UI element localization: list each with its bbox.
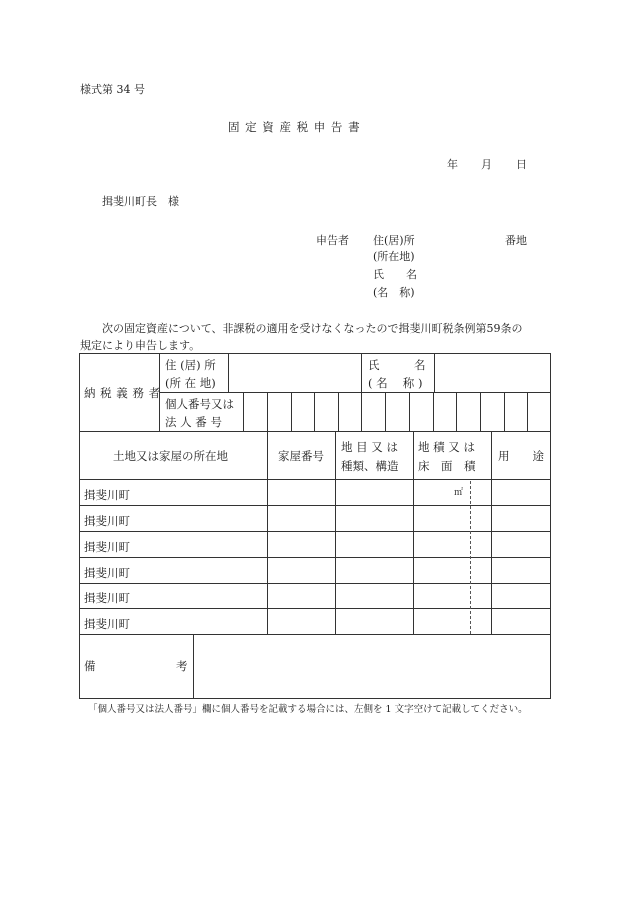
remarks-label-1: 備: [84, 659, 96, 673]
col-header-area-2: 床 面 積: [418, 459, 476, 473]
date-month: 月: [481, 158, 492, 171]
taxpayer-label: 納 税 義 務 者: [84, 386, 161, 400]
applicant-banchi: 番地: [505, 234, 527, 247]
col-header-area-1: 地 積 又 は: [418, 440, 475, 454]
intro-line-2: 規定により申告します。: [80, 339, 201, 352]
number-label-1: 個人番号又は: [165, 397, 234, 411]
intro-line-1: 次の固定資産について、非課税の適用を受けなくなったので揖斐川町税条例第59条の: [102, 322, 523, 335]
col-header-category-1: 地 目 又 は: [341, 440, 398, 454]
taxpayer-name-input[interactable]: [436, 355, 548, 391]
col-header-house-no: 家屋番号: [278, 449, 324, 463]
date-year: 年: [447, 158, 458, 171]
taxpayer-name-label: 氏 名: [368, 358, 426, 372]
area-unit: ㎡: [454, 488, 464, 498]
addressee: 揖斐川町長 様: [102, 195, 179, 208]
number-label-2: 法 人 番 号: [165, 415, 222, 429]
table-row-location: 揖斐川町: [84, 488, 130, 502]
date-day: 日: [516, 158, 527, 171]
footnote: 「個人番号又は法人番号」欄に個人番号を記載する場合には、左側を 1 文字空けて記載してください。: [88, 704, 528, 715]
taxpayer-name-sub: ( 名 称 ): [368, 376, 423, 390]
taxpayer-address-label: 住 (居) 所: [165, 358, 216, 372]
page-title: 固 定 資 産 税 申 告 書: [228, 120, 361, 134]
taxpayer-address-input[interactable]: [230, 357, 360, 391]
applicant-label: 申告者: [316, 234, 349, 247]
table-row-location: 揖斐川町: [84, 591, 130, 605]
table-row-location: 揖斐川町: [84, 514, 130, 528]
table-row-location: 揖斐川町: [84, 617, 130, 631]
col-header-use: 用 途: [498, 449, 544, 463]
applicant-name-sub: (名 称): [373, 286, 415, 299]
applicant-address-label: 住(居)所: [373, 234, 415, 247]
applicant-name-label: 氏 名: [373, 268, 417, 281]
taxpayer-address-sub: (所 在 地): [165, 376, 216, 390]
applicant-address-sub: (所在地): [373, 250, 415, 263]
col-header-category-2: 種類、構造: [341, 459, 399, 473]
remarks-input[interactable]: [196, 637, 548, 696]
remarks-label-2: 考: [176, 659, 188, 673]
table-row-location: 揖斐川町: [84, 540, 130, 554]
form-number: 様式第 34 号: [80, 83, 145, 96]
table-row-location: 揖斐川町: [84, 566, 130, 580]
number-digit-boxes[interactable]: [245, 394, 549, 430]
col-header-location: 土地又は家屋の所在地: [113, 449, 228, 463]
